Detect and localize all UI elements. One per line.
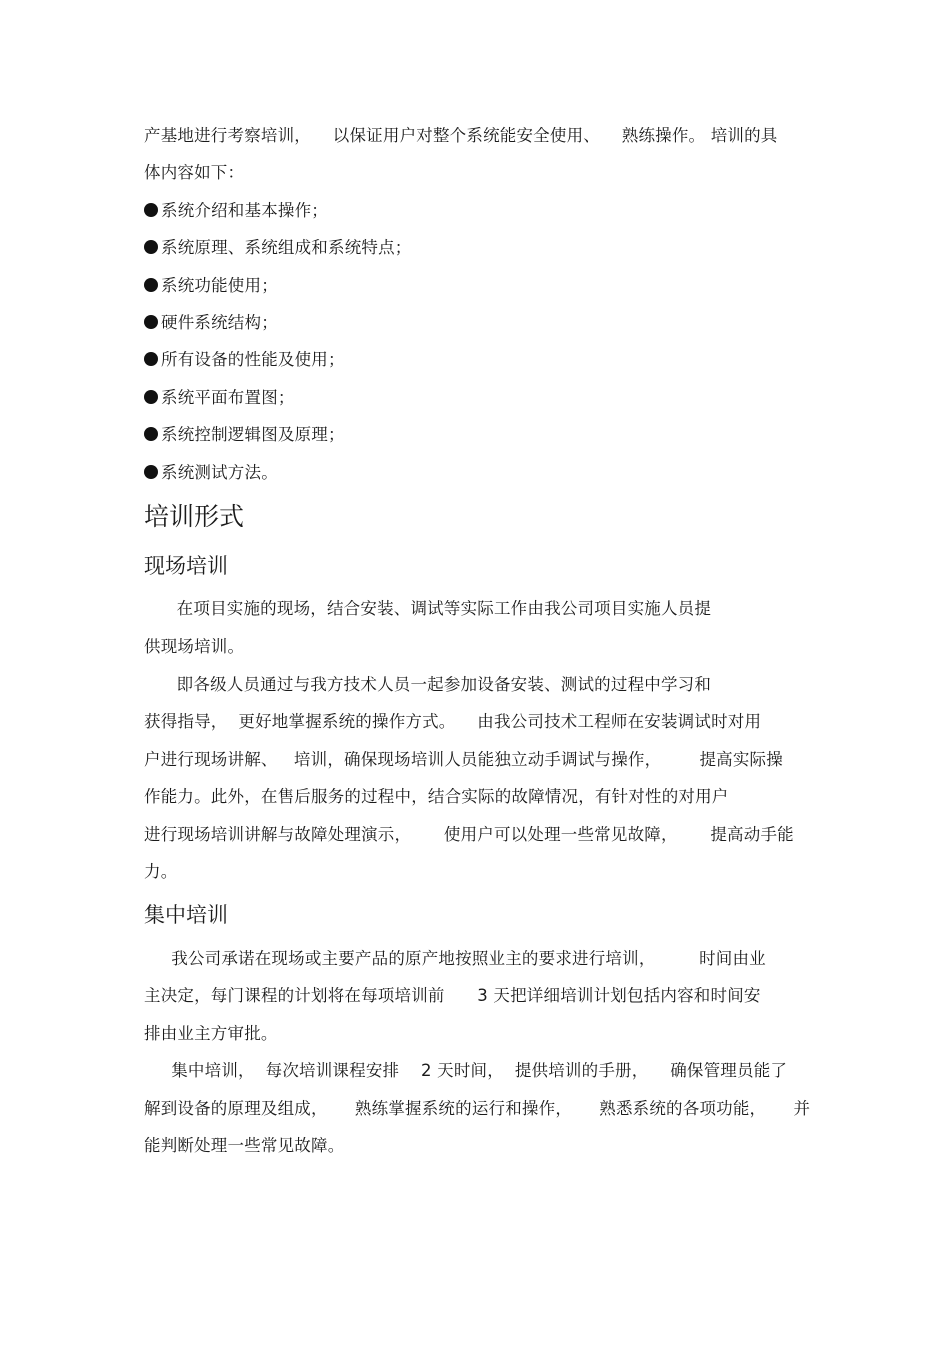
onsite-line: 即各级人员通过与我方技术人员一起参加设备安装、测试的过程中学习和: [144, 675, 712, 694]
intro-line-1: 产基地进行考察培训， 以保证用户对整个系统能安全使用、 熟练操作。 培训的具: [144, 126, 778, 145]
bullet-item: 系统原理、系统组成和系统特点；: [144, 237, 412, 259]
bullet-item: 系统功能使用；: [144, 275, 278, 297]
bullet-dot-icon: [144, 240, 158, 254]
bullet-item: 硬件系统结构；: [144, 312, 278, 334]
central-line: 能判断处理一些常见故障。: [144, 1136, 345, 1155]
bullet-dot-icon: [144, 352, 158, 366]
bullet-dot-icon: [144, 203, 158, 217]
onsite-line: 户进行现场讲解、 培训，确保现场培训人员能独立动手调试与操作， 提高实际操: [144, 750, 783, 769]
bullet-item: 所有设备的性能及使用；: [144, 349, 345, 371]
bullet-dot-icon: [144, 278, 158, 292]
central-line: 主决定，每门课程的计划将在每项培训前 3 天把详细培训计划包括内容和时间安: [144, 986, 761, 1005]
intro-line-2: 体内容如下：: [144, 163, 245, 182]
bullet-item: 系统控制逻辑图及原理；: [144, 424, 345, 446]
central-line: 集中培训， 每次培训课程安排 2 天时间， 提供培训的手册， 确保管理员能了: [144, 1061, 788, 1080]
bullet-dot-icon: [144, 427, 158, 441]
central-line: 解到设备的原理及组成， 熟练掌握系统的运行和操作， 熟悉系统的各项功能， 并: [144, 1099, 811, 1118]
bullet-dot-icon: [144, 390, 158, 404]
bullet-item: 系统介绍和基本操作；: [144, 200, 328, 222]
central-line: 排由业主方审批。: [144, 1024, 278, 1043]
bullet-item: 系统平面布置图；: [144, 387, 295, 409]
bullet-item: 系统测试方法。: [144, 462, 278, 484]
onsite-line: 获得指导， 更好地掌握系统的操作方式。 由我公司技术工程师在安装调试时对用: [144, 712, 762, 731]
onsite-line: 进行现场培训讲解与故障处理演示， 使用户可以处理一些常见故障， 提高动手能: [144, 825, 794, 844]
section-heading: 培训形式: [144, 502, 245, 531]
bullet-dot-icon: [144, 465, 158, 479]
onsite-heading: 现场培训: [144, 554, 228, 578]
central-heading: 集中培训: [144, 903, 228, 927]
onsite-line: 在项目实施的现场，结合安装、调试等实际工作由我公司项目实施人员提: [144, 599, 712, 618]
central-line: 我公司承诺在现场或主要产品的原产地按照业主的要求进行培训， 时间由业: [144, 949, 766, 968]
bullet-dot-icon: [144, 315, 158, 329]
onsite-line: 作能力。此外，在售后服务的过程中，结合实际的故障情况，有针对性的对用户: [144, 787, 729, 806]
onsite-line: 供现场培训。: [144, 637, 245, 656]
onsite-line: 力。: [144, 862, 178, 881]
